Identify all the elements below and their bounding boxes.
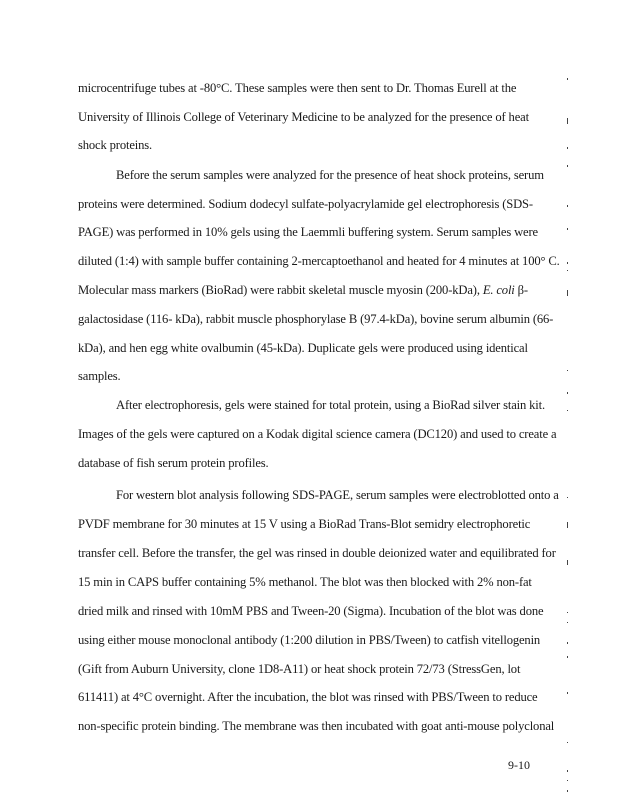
text-line: kDa), and hen egg white ovalbumin (45-kDa). Duplicate gels were produced using identical xyxy=(78,341,528,355)
text-line: (Gift from Auburn University, clone 1D8-A11) or heat shock protein 72/73 (StressGen, lot xyxy=(78,662,521,676)
text-line: PVDF membrane for 30 minutes at 15 V using a BioRad Trans-Blot semidry electrophoretic xyxy=(78,517,531,531)
text-segment: β- xyxy=(514,283,528,297)
text-line: University of Illinois College of Veterinary Medicine to be analyzed for the presence of heat xyxy=(78,110,529,124)
text-line: diluted (1:4) with sample buffer containing 2-mercaptoethanol and heated for 4 minutes at 100° C. xyxy=(78,254,560,268)
text-line: proteins were determined. Sodium dodecyl sulfate-polyacrylamide gel electrophoresis (SDS- xyxy=(78,197,533,211)
text-line: For western blot analysis following SDS-PAGE, serum samples were electroblotted onto a xyxy=(116,488,559,502)
scan-speck xyxy=(567,147,568,149)
scan-speck xyxy=(567,770,568,772)
text-line: transfer cell. Before the transfer, the gel was rinsed in double deionized water and equilibrated for xyxy=(78,546,556,560)
scan-speck xyxy=(567,118,568,124)
text-segment: Molecular mass markers (BioRad) were rabbit skeletal muscle myosin (200-kDa), xyxy=(78,283,483,297)
scan-speck xyxy=(567,290,568,296)
text-line: PAGE) was performed in 10% gels using the Laemmli buffering system. Serum samples were xyxy=(78,225,538,239)
text-line: database of fish serum protein profiles. xyxy=(78,456,269,470)
text-line: Before the serum samples were analyzed for the presence of heat shock proteins, serum xyxy=(116,168,544,182)
text-line: galactosidase (116- kDa), rabbit muscle phosphorylase B (97.4-kDa), bovine serum albumin (66- xyxy=(78,312,554,326)
page-number: 9-10 xyxy=(508,758,530,772)
text-line: 611411) at 4°C overnight. After the incubation, the blot was rinsed with PBS/Tween to reduce xyxy=(78,690,538,704)
scan-speck xyxy=(567,228,568,230)
scan-speck xyxy=(567,270,568,271)
scan-speck xyxy=(567,370,568,371)
scan-speck xyxy=(567,78,568,80)
scan-speck xyxy=(567,165,568,167)
scan-speck xyxy=(567,742,568,743)
scan-speck xyxy=(567,642,568,644)
scan-speck xyxy=(567,780,568,781)
text-line: 15 min in CAPS buffer containing 5% methanol. The blot was then blocked with 2% non-fat xyxy=(78,575,532,589)
scan-speck xyxy=(567,392,568,394)
scan-speck xyxy=(567,522,568,528)
scan-speck xyxy=(567,497,568,498)
scan-speck xyxy=(567,612,568,613)
scan-speck xyxy=(567,560,568,565)
text-line xyxy=(78,282,528,298)
text-line: Images of the gels were captured on a Kodak digital science camera (DC120) and used to create a xyxy=(78,427,557,441)
text-line: non-specific protein binding. The membrane was then incubated with goat anti-mouse polyclonal xyxy=(78,719,555,733)
text-line: dried milk and rinsed with 10mM PBS and Tween-20 (Sigma). Incubation of the blot was done xyxy=(78,604,544,618)
scan-speck xyxy=(567,692,568,694)
text-line: using either mouse monoclonal antibody (1:200 dilution in PBS/Tween) to catfish vitellogenin xyxy=(78,633,541,647)
text-line: After electrophoresis, gels were stained for total protein, using a BioRad silver stain kit. xyxy=(116,398,545,412)
scan-speck xyxy=(567,410,568,411)
scan-speck xyxy=(567,205,568,207)
scan-speck xyxy=(567,790,568,792)
text-line: microcentrifuge tubes at -80°C. These samples were then sent to Dr. Thomas Eurell at the xyxy=(78,81,517,95)
scan-speck xyxy=(567,262,568,264)
scan-speck xyxy=(567,622,568,623)
text-line: samples. xyxy=(78,369,121,383)
scan-speck xyxy=(567,656,568,658)
italic-text: E. coli xyxy=(482,283,515,297)
text-line: shock proteins. xyxy=(78,138,153,152)
